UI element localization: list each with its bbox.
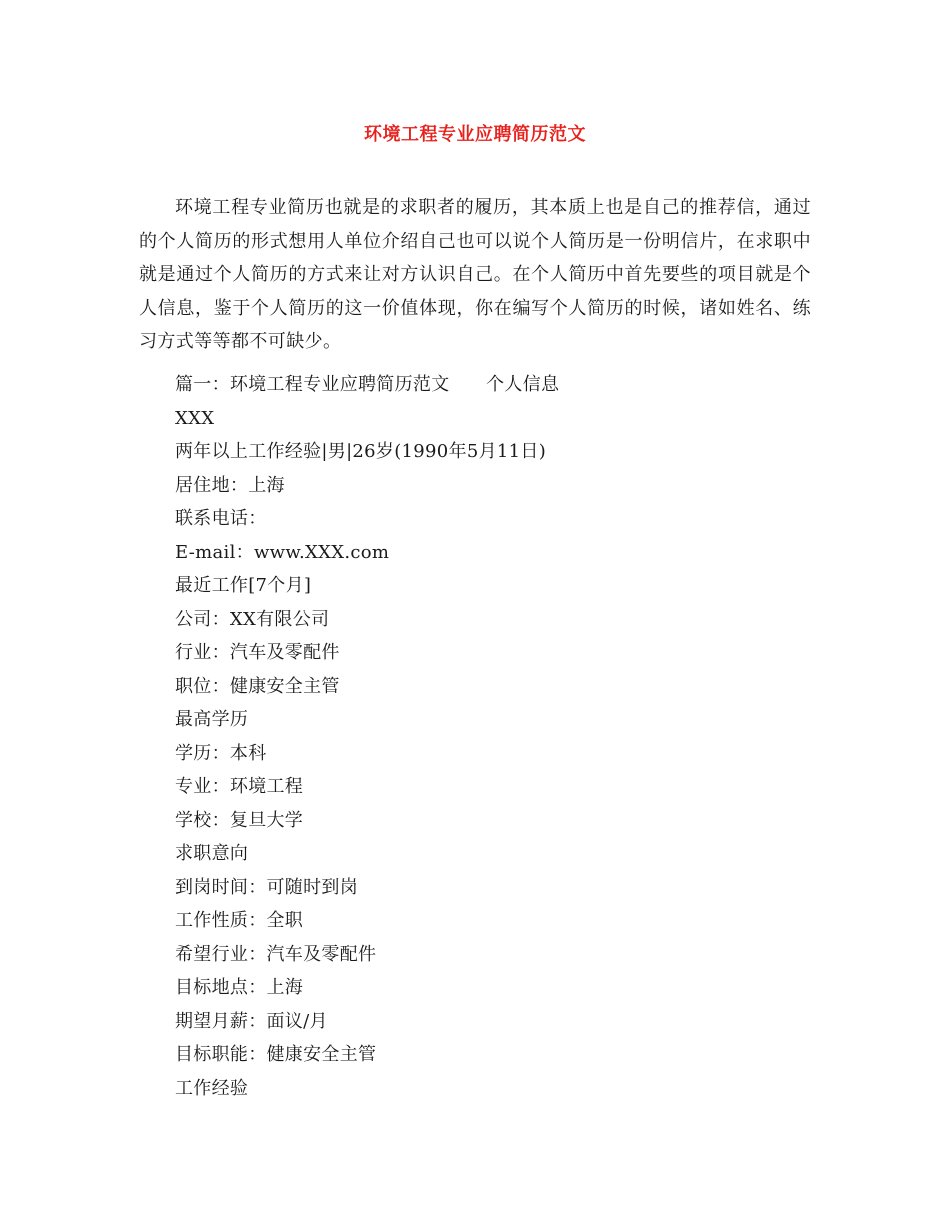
- resume-lines: [175, 368, 559, 1105]
- target-location-line: 目标地点：上海: [175, 977, 304, 998]
- major-line: 专业：环境工程: [175, 776, 304, 797]
- start-time-line: 到岗时间：可随时到岗: [175, 876, 358, 898]
- expected-salary-line: 期望月薪：面议/月: [175, 1010, 328, 1032]
- company-line: 公司：XX有限公司: [175, 608, 330, 630]
- education-heading: 最高学历: [175, 709, 249, 730]
- phone-line: 联系电话：: [175, 508, 267, 529]
- section-heading-line: 篇一：环境工程专业应聘简历范文 个人信息: [175, 374, 560, 395]
- work-experience-heading: 工作经验: [175, 1077, 249, 1099]
- residence-line: 居住地：上海: [175, 474, 285, 496]
- desired-industry-line: 希望行业：汽车及零配件: [175, 943, 377, 965]
- email-line: E-mail：www.XXX.com: [175, 541, 390, 563]
- summary-line: 两年以上工作经验|男|26岁(1990年5月11日): [175, 441, 547, 462]
- document-title: 环境工程专业应聘简历范文: [364, 124, 586, 145]
- name-line: XXX: [175, 407, 215, 429]
- job-intent-heading: 求职意向: [175, 843, 249, 864]
- intro-paragraph: 环境工程专业简历也就是的求职者的履历，其本质上也是自己的推荐信，通过的个人简历的形式想用人单位介绍自己也可以说个人简历是一份明信片，在求职中就是通过个人简历的方式来让对方认识自己。在个人简历中首先要些的项目就是个人信息，鉴于个人简历的这一价值体现，你在编写个人简历的时候，诸如姓名、练习方式等等都不可缺少。: [139, 197, 811, 352]
- industry-line: 行业：汽车及零配件: [175, 642, 340, 663]
- school-line: 学校：复旦大学: [175, 809, 304, 831]
- target-function-line: 目标职能：健康安全主管: [175, 1044, 377, 1065]
- degree-line: 学历：本科: [175, 742, 267, 764]
- position-line: 职位：健康安全主管: [175, 675, 340, 697]
- recent-job-heading: 最近工作[7个月]: [175, 575, 312, 596]
- job-type-line: 工作性质：全职: [175, 910, 304, 931]
